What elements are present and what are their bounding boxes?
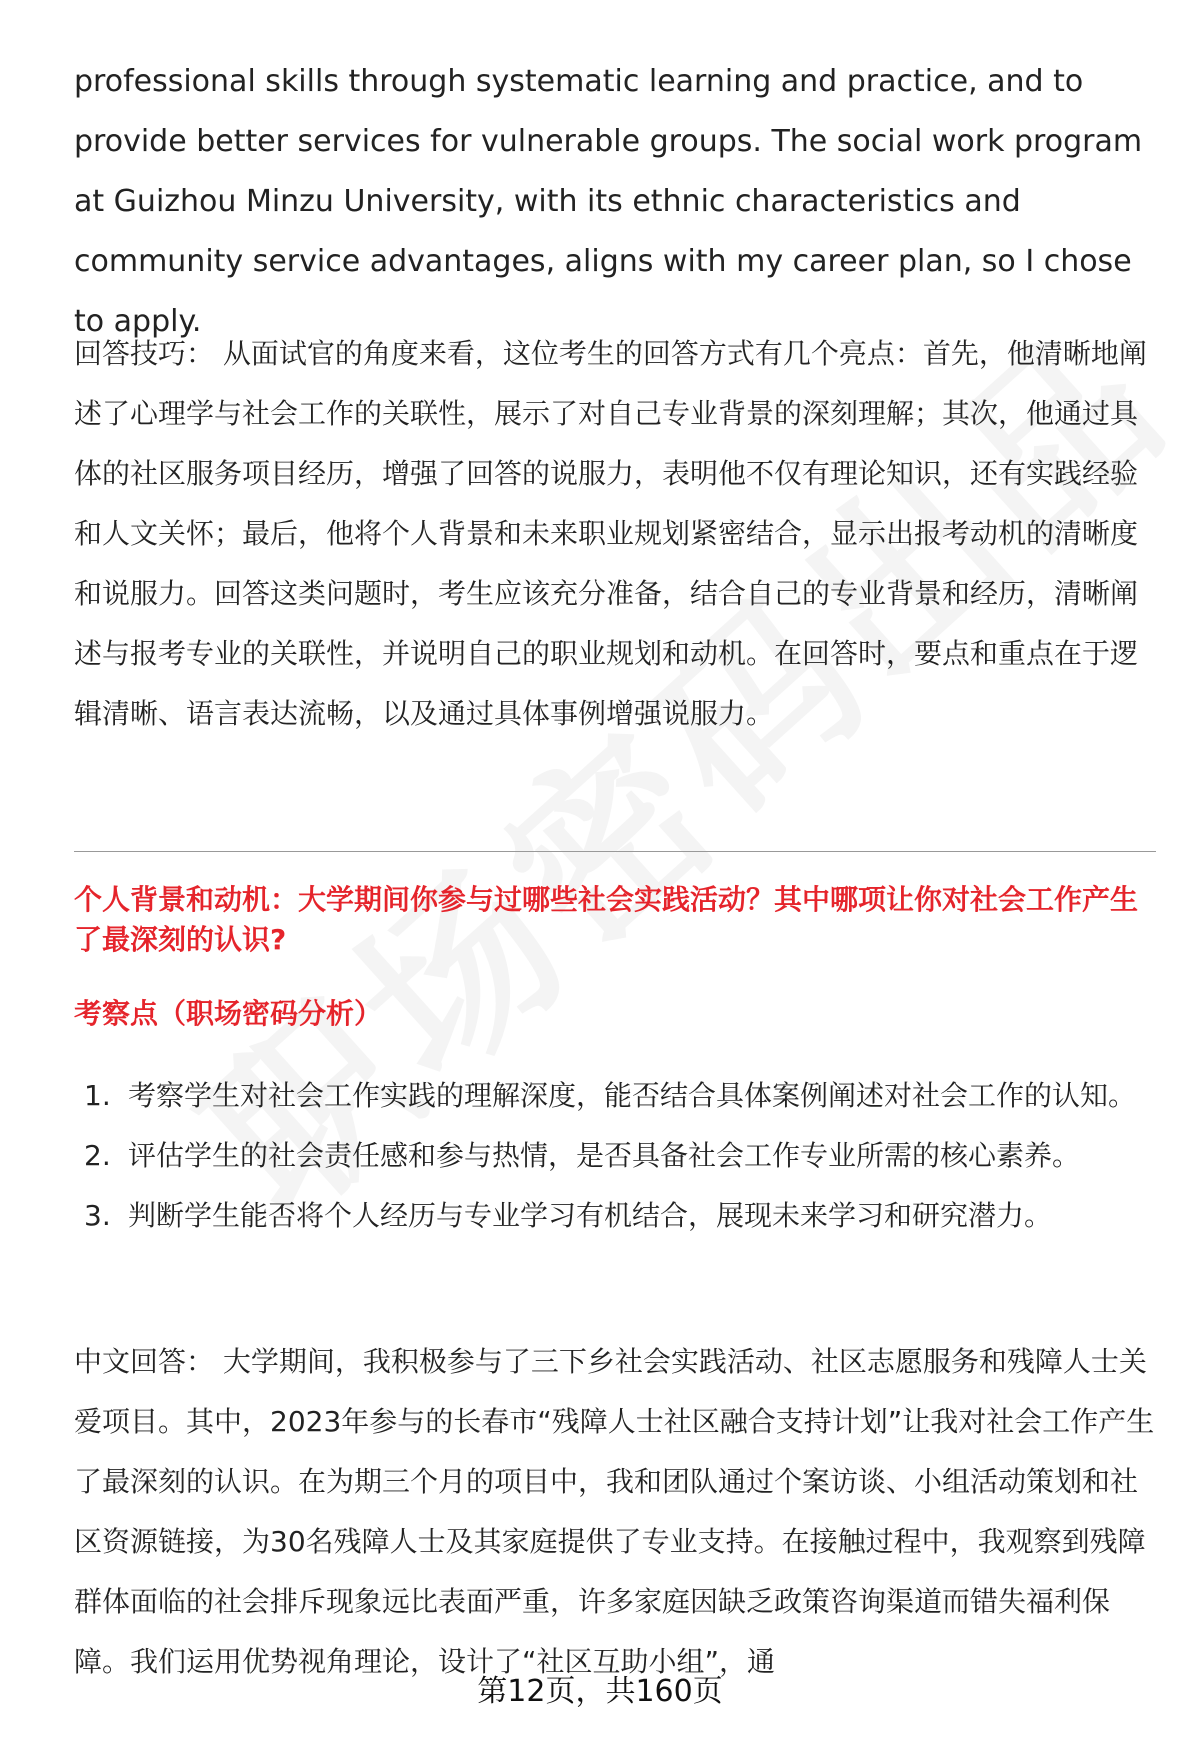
answer-tips-text: 从面试官的角度来看，这位考生的回答方式有几个亮点：首先，他清晰地阐述了心理学与社会工作的关联性，展示了对自己专业背景的深刻理解；其次，他通过具体的社区服务项目经历，增强了回答的说服力，表明他不仅有理论知识，还有实践经验和人文关怀；最后，他将个人背景和未来职业规划紧密结合，显示出报考动机的清晰度和说服力。回答这类问题时，考生应该充分准备，结合自己的专业背景和经历，清晰阐述与报考专业的关联性，并说明自己的职业规划和动机。在回答时，要点和重点在于逻辑清晰、语言表达流畅，以及通过具体事例增强说服力。 xyxy=(74,337,1147,730)
intro-english-paragraph: professional skills through systematic learning and practice, and to provide better services for vulnerable groups. The social work program at Guizhou Minzu University, with its ethnic characteristics and community service advantages, aligns with my career plan, so I chose to apply. xyxy=(74,64,1143,339)
assessment-point-text: 判断学生能否将个人经历与专业学习有机结合，展现未来学习和研究潜力。 xyxy=(128,1199,1053,1232)
assessment-point-1 xyxy=(74,1066,1156,1126)
assessment-point-text: 评估学生的社会责任感和参与热情，是否具备社会工作专业所需的核心素养。 xyxy=(128,1139,1081,1172)
question-heading: 个人背景和动机：大学期间你参与过哪些社会实践活动？其中哪项让你对社会工作产生了最深刻的认识? xyxy=(74,883,1139,956)
chinese-answer-paragraph xyxy=(74,1332,1156,1692)
assessment-point-number: 3. xyxy=(84,1199,111,1232)
chinese-answer-text: 大学期间，我积极参与了三下乡社会实践活动、社区志愿服务和残障人士关爱项目。其中，2023年参与的长春市“残障人士社区融合支持计划”让我对社会工作产生了最深刻的认识。在为期三个月的项目中，我和团队通过个案访谈、小组活动策划和社区资源链接，为30名残障人士及其家庭提供了专业支持。在接触过程中，我观察到残障群体面临的社会排斥现象远比表面严重，许多家庭因缺乏政策咨询渠道而错失福利保障。我们运用优势视角理论，设计了“社区互助小组”，通 xyxy=(74,1345,1155,1678)
assessment-points-list xyxy=(74,1066,1156,1246)
page-number-footer: 第12页，共160页 xyxy=(477,1674,723,1709)
assessment-point-3 xyxy=(74,1186,1156,1246)
answer-tips-label: 回答技巧： xyxy=(74,337,215,370)
assessment-heading: 考察点（职场密码分析） xyxy=(74,997,383,1030)
assessment-point-number: 2. xyxy=(84,1139,111,1172)
chinese-answer-label: 中文回答： xyxy=(74,1345,215,1378)
assessment-point-text: 考察学生对社会工作实践的理解深度，能否结合具体案例阐述对社会工作的认知。 xyxy=(128,1079,1137,1112)
answer-tips-paragraph xyxy=(74,324,1156,744)
assessment-point-number: 1. xyxy=(84,1079,111,1112)
section-divider xyxy=(74,851,1156,852)
assessment-point-2 xyxy=(74,1126,1156,1186)
